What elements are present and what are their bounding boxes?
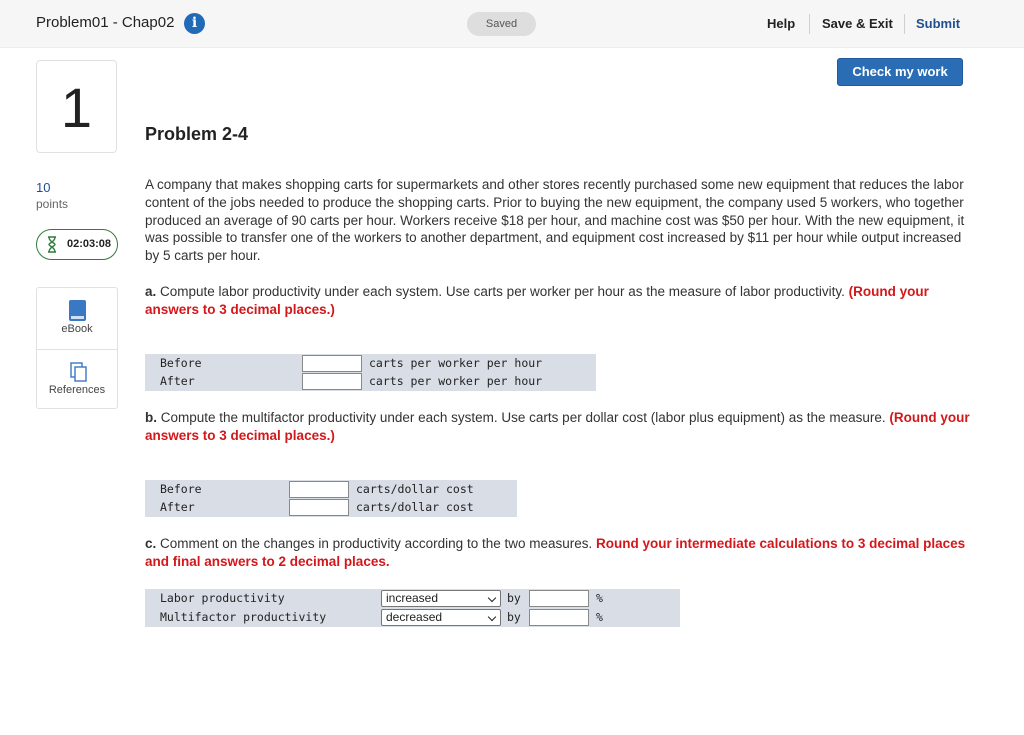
part-b-question [145, 409, 975, 445]
nav-divider [904, 14, 905, 34]
unit-label: carts/dollar cost [356, 500, 474, 514]
points-label: points [36, 197, 69, 211]
top-bar [0, 0, 1024, 48]
check-my-work-button[interactable]: Check my work [837, 58, 963, 86]
part-a-answer-table [145, 354, 596, 391]
row-label: Labor productivity [160, 591, 285, 605]
problem-title: Problem 2-4 [145, 124, 249, 144]
part-b-answer-table [145, 480, 517, 517]
multifactor-before-input[interactable] [289, 481, 349, 498]
table-row [145, 608, 680, 626]
labor-change-select[interactable] [381, 590, 501, 607]
multifactor-change-percent-input[interactable] [529, 609, 589, 626]
part-a-text: Compute labor productivity under each system. Use carts per worker per hour as the measure of labor productivity. [160, 284, 845, 299]
unit-label: carts per worker per hour [369, 356, 543, 370]
part-c-question [145, 535, 975, 571]
unit-label: carts/dollar cost [356, 482, 474, 496]
part-c-answer-table [145, 589, 680, 627]
row-label: Multifactor productivity [160, 610, 327, 624]
resources-panel [36, 287, 118, 409]
timer[interactable] [36, 229, 118, 260]
select-value: decreased [386, 610, 443, 624]
chevron-down-icon [488, 594, 496, 602]
references-icon [70, 362, 87, 382]
ebook-button[interactable] [37, 288, 117, 348]
multifactor-change-select[interactable] [381, 609, 501, 626]
labor-productivity-after-input[interactable] [302, 373, 362, 390]
part-c-text: Comment on the changes in productivity according to the two measures. [160, 536, 593, 551]
percent-label: % [596, 591, 603, 605]
timer-value: 02:03:08 [67, 238, 112, 250]
submit-link[interactable]: Submit [916, 16, 961, 31]
labor-productivity-before-input[interactable] [302, 355, 362, 372]
table-row [145, 498, 517, 516]
by-label: by [507, 591, 521, 605]
hourglass-icon [47, 236, 57, 253]
info-icon[interactable]: i [184, 13, 205, 34]
multifactor-after-input[interactable] [289, 499, 349, 516]
row-label: After [160, 374, 195, 388]
row-label: Before [160, 356, 202, 370]
assignment-title: Problem01 - Chap02 [36, 14, 175, 31]
table-row [145, 589, 680, 607]
question-number: 1 [36, 60, 117, 153]
book-icon [69, 300, 86, 321]
saved-status-badge: Saved [467, 12, 536, 36]
select-value: increased [386, 591, 439, 605]
unit-label: carts per worker per hour [369, 374, 543, 388]
part-b-label: b. [145, 410, 157, 425]
table-row [145, 372, 596, 390]
help-link[interactable]: Help [767, 16, 796, 31]
chevron-down-icon [488, 613, 496, 621]
part-a-question [145, 283, 975, 319]
row-label: Before [160, 482, 202, 496]
by-label: by [507, 610, 521, 624]
part-a-label: a. [145, 284, 157, 299]
save-exit-link[interactable]: Save & Exit [822, 16, 893, 31]
part-a-instruction: (Round your answers to 3 decimal places.) [145, 284, 929, 317]
references-label: References [48, 384, 106, 396]
points-value: 10 [36, 180, 51, 195]
table-row [145, 354, 596, 372]
table-row [145, 480, 517, 498]
part-b-instruction: (Round your answers to 3 decimal places.) [145, 410, 970, 443]
percent-label: % [596, 610, 603, 624]
labor-change-percent-input[interactable] [529, 590, 589, 607]
row-label: After [160, 500, 195, 514]
ebook-label: eBook [61, 323, 93, 335]
references-button[interactable] [37, 349, 117, 409]
nav-divider [809, 14, 810, 34]
problem-intro: A company that makes shopping carts for supermarkets and other stores recently purchased some new equipment that reduces the labor content of the jobs needed to produce the shopping carts. Prior to buying the new equipment, the company used 5 workers, who together produced an average of 90 carts per hour. Workers receive $18 per hour, and machine cost was $50 per hour. With the new equipment, it was possible to transfer one of the workers to another department, and equipment cost increased by $11 per hour while output increased by 5 carts per hour. [145, 177, 965, 264]
part-c-instruction: Round your intermediate calculations to 3 decimal places and final answers to 2 decimal places. [145, 536, 966, 569]
part-b-text: Compute the multifactor productivity under each system. Use carts per dollar cost (labor plus equipment) as the measure. [160, 410, 886, 425]
part-c-label: c. [145, 536, 157, 551]
